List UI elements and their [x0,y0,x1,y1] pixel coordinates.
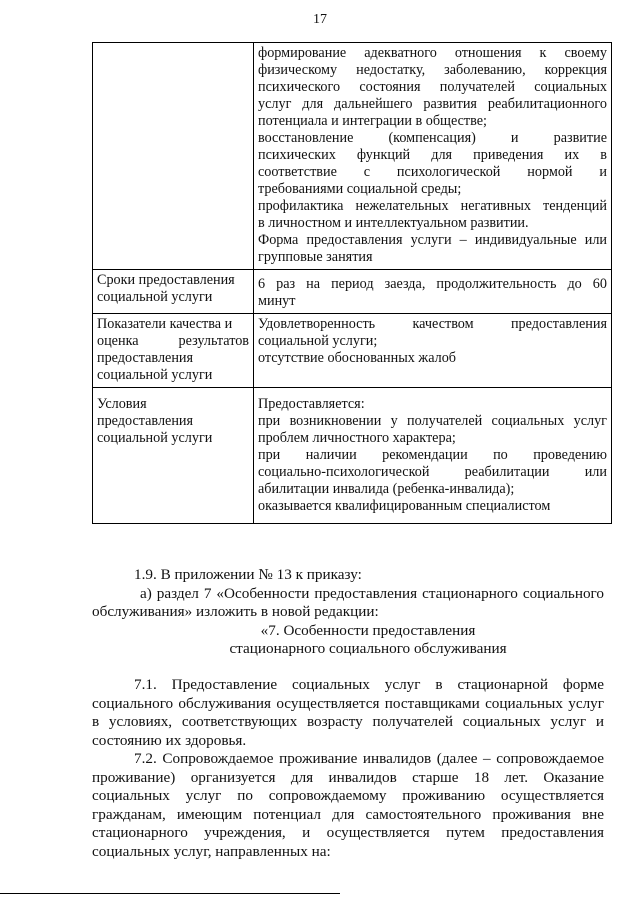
row1-value-cell [254,270,612,314]
table-line: абилитации инвалида (ребенка-инвалида); [258,481,515,497]
table-line: отсутствие обоснованных жалоб [258,350,457,366]
table-line: Форма предоставления услуги – индивидуальные или [258,232,607,248]
table-line: психического состояния получателей социальных [258,79,607,95]
table-row [93,43,612,270]
table-line: социальной услуги [97,367,213,383]
table-line: минут [258,293,296,309]
table-line: Показатели качества и [97,316,233,332]
table-line: профилактика нежелательных негативных тенденций [258,198,607,214]
table-line: при наличии рекомендации по проведению [258,447,607,463]
table-line: социально-психологической реабилитации или [258,464,607,480]
table-row [93,314,612,388]
table-line: восстановление (компенсация) и развитие [258,130,607,146]
section-body [92,676,604,861]
table-line: предоставления [97,350,194,366]
section-heading-line2: стационарного социального обслуживания [229,640,507,657]
table-line: Удовлетворенность качеством предоставления [258,316,607,332]
table-line: услуг для дальнейшего развития реабилитационного [258,96,607,112]
table-line: социальной услуги [97,430,213,446]
paragraph-7-1: 7.1. Предоставление социальных услуг в стационарной форме социального обслуживания осуществляется поставщиками социальных услуг в условиях, соответствующих возрасту получателей социальных услуг и состоянию их здоровья. [92,676,604,749]
table-line: социальной услуги; [258,333,378,349]
table-line: групповые занятия [258,249,373,265]
table-line: 6 раз на период заезда, продолжительность до 60 [258,276,607,292]
item-a: а) раздел 7 «Особенности предоставления стационарного социального обслуживания» изложить в новой редакции: [92,584,604,620]
row2-value-cell [254,314,612,388]
row3-label-cell [93,388,254,524]
table-line: социальной услуги [97,289,213,305]
table-line: потенциала и интеграции в обществе; [258,113,487,129]
row0-value-cell [254,43,612,270]
row2-label-cell [93,314,254,388]
paragraph-7-2: 7.2. Сопровождаемое проживание инвалидов (далее – сопровождаемое проживание) организуется для инвалидов старше 18 лет. Оказание социальных услуг по сопровождаемому проживанию осуществляется гражданам, имеющим потенциал для самостоятельного проживания вне стационарного учреждения, и осуществляется путем предоставления социальных услуг, направленных на: [92,750,604,860]
table-line: при возникновении у получателей социальных услуг [258,413,607,429]
table-line: Сроки предоставления [97,272,235,288]
table-row [93,388,612,524]
table-line: Условия [97,396,147,412]
row1-label-cell [93,270,254,314]
row0-label-cell [93,43,254,270]
amendment-text [92,566,604,659]
services-table [92,42,612,524]
page-number: 17 [313,12,327,27]
table-line: в личностном и интеллектуальном развитии. [258,215,529,231]
table-row [93,270,612,314]
table-line: оказывается квалифицированным специалистом [258,498,551,514]
table-line: соответствие с психологической нормой и [258,164,607,180]
table-line: формирование адекватного отношения к своему [258,45,607,61]
table-line: требованиями социальной среды; [258,181,462,197]
table-line: проблем личностного характера; [258,430,456,446]
footer-rule [0,893,340,894]
table-line: психических функций для приведения их в [258,147,607,163]
table-line: Предоставляется: [258,396,365,412]
section-heading-line1: «7. Особенности предоставления [260,621,476,639]
row3-value-cell [254,388,612,524]
item-1-9: 1.9. В приложении № 13 к приказу: [134,566,362,583]
table-line: оценка результатов [97,333,249,349]
table-line: физическому недостатку, заболеванию, коррекция [258,62,607,78]
table-line: предоставления [97,413,194,429]
